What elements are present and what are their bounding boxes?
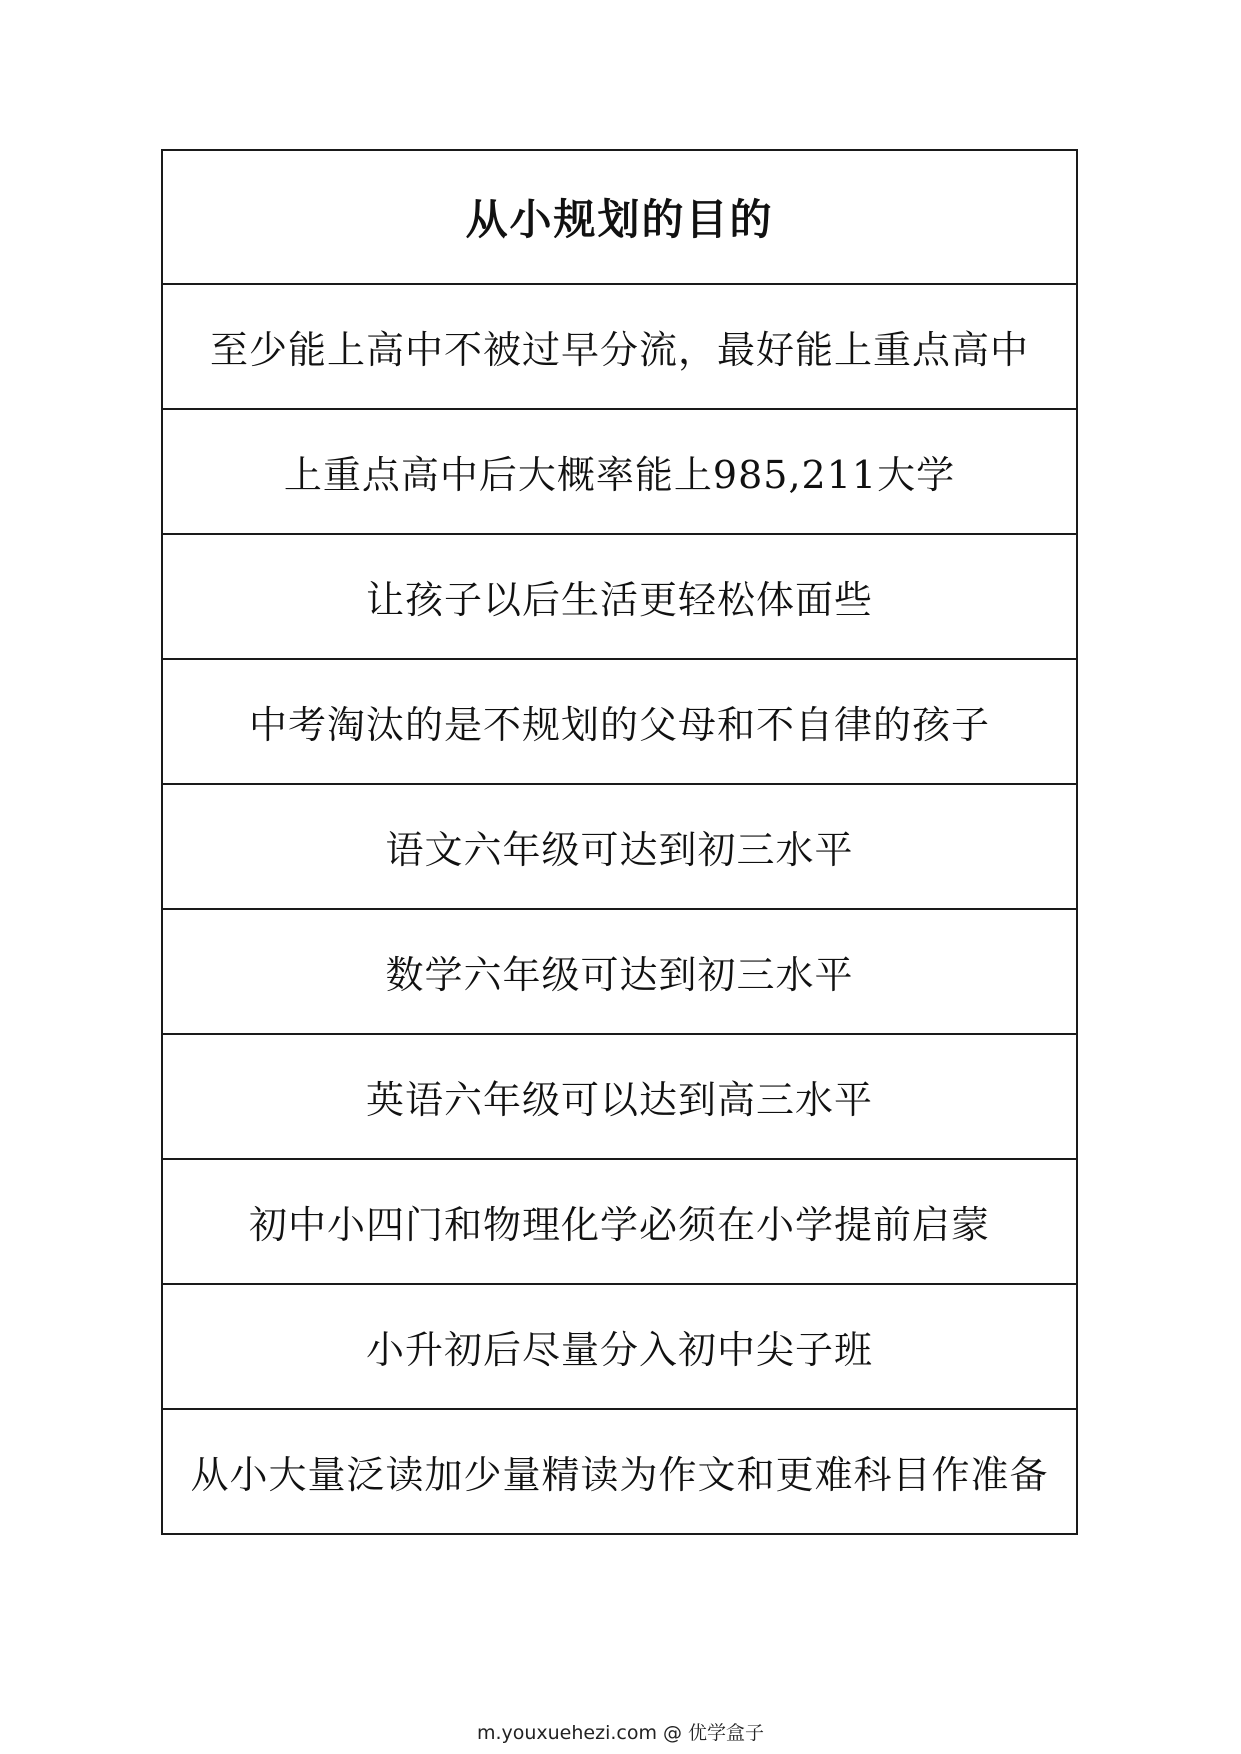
table-row bbox=[163, 783, 1076, 908]
row-text: 数学六年级可达到初三水平 bbox=[385, 953, 854, 997]
row-text: 英语六年级可以达到高三水平 bbox=[365, 1078, 873, 1122]
table-row bbox=[163, 658, 1076, 783]
table-row bbox=[163, 408, 1076, 533]
table-row bbox=[163, 1033, 1076, 1158]
table-row bbox=[163, 1283, 1076, 1408]
row-text: 小升初后尽量分入初中尖子班 bbox=[365, 1328, 873, 1372]
table-title: 从小规划的目的 bbox=[465, 195, 774, 244]
table-row bbox=[163, 533, 1076, 658]
table-title-row bbox=[163, 151, 1076, 283]
row-text: 初中小四门和物理化学必须在小学提前启蒙 bbox=[248, 1203, 990, 1247]
table-row bbox=[163, 1158, 1076, 1283]
table-row bbox=[163, 1408, 1076, 1533]
row-text: 语文六年级可达到初三水平 bbox=[385, 828, 854, 872]
row-text: 至少能上高中不被过早分流，最好能上重点高中 bbox=[209, 328, 1029, 372]
row-text: 让孩子以后生活更轻松体面些 bbox=[365, 578, 873, 622]
table-row bbox=[163, 283, 1076, 408]
row-text: 从小大量泛读加少量精读为作文和更难科目作准备 bbox=[190, 1453, 1049, 1497]
footer-watermark: m.youxuehezi.com @ 优学盒子 bbox=[476, 1722, 765, 1744]
table-row bbox=[163, 908, 1076, 1033]
row-text: 上重点高中后大概率能上985,211大学 bbox=[283, 453, 956, 497]
goals-table bbox=[161, 149, 1078, 1535]
row-text: 中考淘汰的是不规划的父母和不自律的孩子 bbox=[248, 703, 990, 747]
